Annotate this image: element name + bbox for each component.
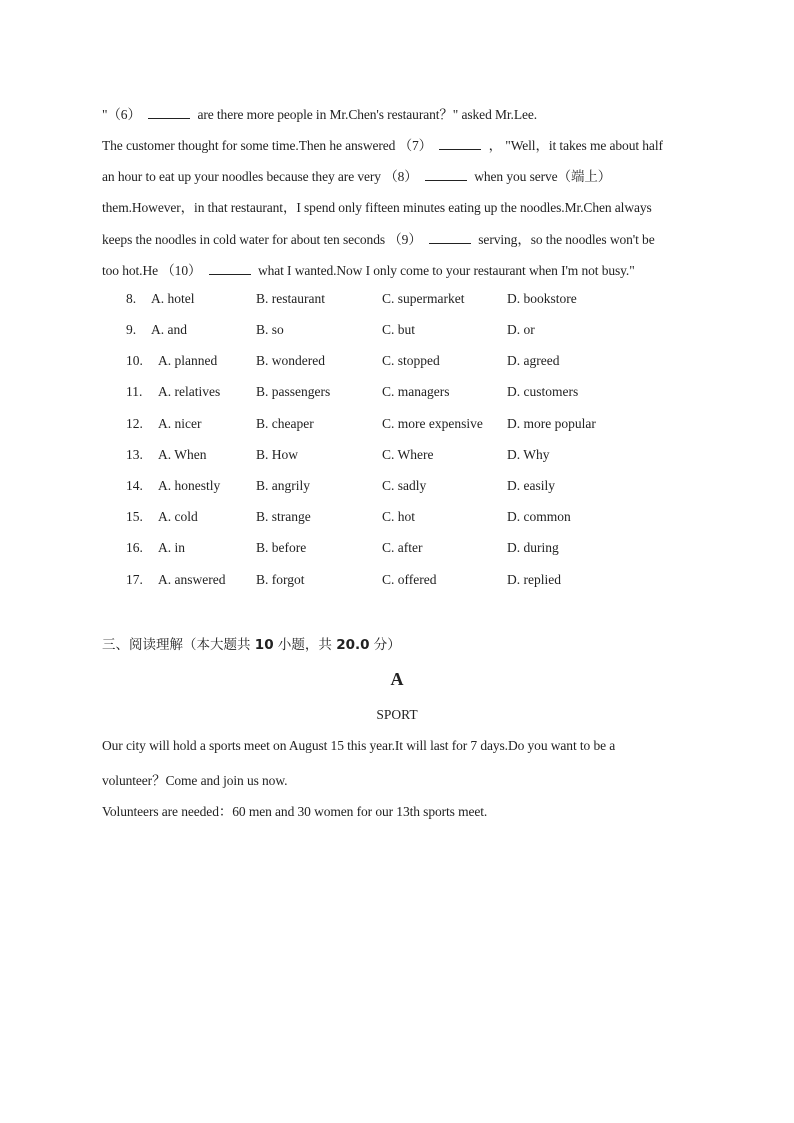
question-row xyxy=(126,353,646,371)
option-a: A. planned xyxy=(158,353,218,368)
option-a: A. nicer xyxy=(158,416,202,431)
option-c: C. but xyxy=(382,322,416,337)
question-row xyxy=(126,509,646,527)
passage-text: keeps the noodles in cold water for about ten seconds （9） xyxy=(102,232,422,247)
option-d: D. replied xyxy=(507,572,561,587)
question-row xyxy=(126,478,646,496)
question-number: 14. xyxy=(126,478,143,493)
option-b: B. before xyxy=(256,540,307,555)
option-a: A. relatives xyxy=(158,384,221,399)
passage-a-line-3: Volunteers are needed：60 men and 30 women for our 13th sports meet. xyxy=(102,804,488,819)
passage-text: too hot.He （10） xyxy=(102,263,202,278)
section-mid: 小题，共 xyxy=(277,637,332,653)
question-number: 9. xyxy=(126,322,137,337)
option-c: C. supermarket xyxy=(382,291,465,306)
option-b: B. strange xyxy=(256,509,311,524)
option-b: B. wondered xyxy=(256,353,325,368)
passage-text: "（6） xyxy=(102,107,141,122)
answer-blank-9 xyxy=(429,231,471,244)
passage-text: are there more people in Mr.Chen's restaurant？" asked Mr.Lee. xyxy=(197,107,538,122)
passage-a-line-2: volunteer？Come and join us now. xyxy=(102,773,288,788)
section-suffix: 分） xyxy=(373,637,401,653)
question-number: 17. xyxy=(126,572,143,587)
passage-line-1 xyxy=(102,103,537,123)
answer-blank-7 xyxy=(439,137,481,150)
section-heading xyxy=(102,633,401,653)
question-number: 15. xyxy=(126,509,143,524)
option-b: B. cheaper xyxy=(256,416,314,431)
passage-line-2 xyxy=(102,134,663,154)
option-a: A. in xyxy=(158,540,185,555)
option-b: B. restaurant xyxy=(256,291,325,306)
question-row xyxy=(126,572,646,590)
option-c: C. stopped xyxy=(382,353,440,368)
option-c: C. more expensive xyxy=(382,416,483,431)
question-row xyxy=(126,322,646,340)
question-row xyxy=(126,291,646,309)
section-score: 20.0 xyxy=(336,637,370,653)
passage-line-5 xyxy=(102,228,655,248)
option-a: A. and xyxy=(151,322,187,337)
option-d: D. during xyxy=(507,540,559,555)
option-c: C. offered xyxy=(382,572,437,587)
option-c: C. managers xyxy=(382,384,450,399)
option-a: A. hotel xyxy=(151,291,195,306)
passage-text: The customer thought for some time.Then he answered （7） xyxy=(102,138,433,153)
answer-blank-8 xyxy=(425,168,467,181)
option-d: D. bookstore xyxy=(507,291,577,306)
question-number: 11. xyxy=(126,384,143,399)
option-d: D. common xyxy=(507,509,571,524)
passage-text: what I wanted.Now I only come to your restaurant when I'm not busy." xyxy=(257,263,635,278)
answer-blank-10 xyxy=(209,262,251,275)
option-a: A. cold xyxy=(158,509,198,524)
question-row xyxy=(126,447,646,465)
passage-text: when you serve（端上） xyxy=(474,169,612,184)
passage-line-3 xyxy=(102,165,611,185)
passage-text: them.However，in that restaurant，I spend only fifteen minutes eating up the noodles.Mr.Chen always xyxy=(102,200,652,215)
passage-title: SPORT xyxy=(376,707,418,722)
passage-line-4 xyxy=(102,196,652,216)
option-c: C. sadly xyxy=(382,478,427,493)
option-d: D. more popular xyxy=(507,416,596,431)
option-a: A. honestly xyxy=(158,478,221,493)
option-c: C. Where xyxy=(382,447,434,462)
section-count: 10 xyxy=(254,637,274,653)
passage-line-6 xyxy=(102,259,635,279)
option-c: C. after xyxy=(382,540,423,555)
question-row xyxy=(126,540,646,558)
question-number: 12. xyxy=(126,416,143,431)
option-d: D. easily xyxy=(507,478,555,493)
section-prefix: 三、阅读理解（本大题共 xyxy=(102,637,251,653)
option-d: D. or xyxy=(507,322,535,337)
passage-text: serving，so the noodles won't be xyxy=(478,232,655,247)
option-d: D. Why xyxy=(507,447,550,462)
passage-text: ， "Well，it takes me about half xyxy=(488,138,663,153)
passage-letter: A xyxy=(390,669,404,689)
question-row xyxy=(126,416,646,434)
question-number: 10. xyxy=(126,353,143,368)
option-b: B. passengers xyxy=(256,384,331,399)
option-d: D. agreed xyxy=(507,353,560,368)
question-number: 8. xyxy=(126,291,137,306)
option-a: A. When xyxy=(158,447,207,462)
option-b: B. angrily xyxy=(256,478,310,493)
answer-blank-6 xyxy=(148,106,190,119)
option-a: A. answered xyxy=(158,572,226,587)
option-b: B. so xyxy=(256,322,284,337)
question-row xyxy=(126,384,646,402)
question-number: 13. xyxy=(126,447,143,462)
option-b: B. forgot xyxy=(256,572,305,587)
option-d: D. customers xyxy=(507,384,579,399)
option-b: B. How xyxy=(256,447,299,462)
passage-text: an hour to eat up your noodles because they are very （8） xyxy=(102,169,418,184)
option-c: C. hot xyxy=(382,509,416,524)
question-number: 16. xyxy=(126,540,143,555)
passage-a-line-1: Our city will hold a sports meet on August 15 this year.It will last for 7 days.Do you want to be a xyxy=(102,738,616,753)
